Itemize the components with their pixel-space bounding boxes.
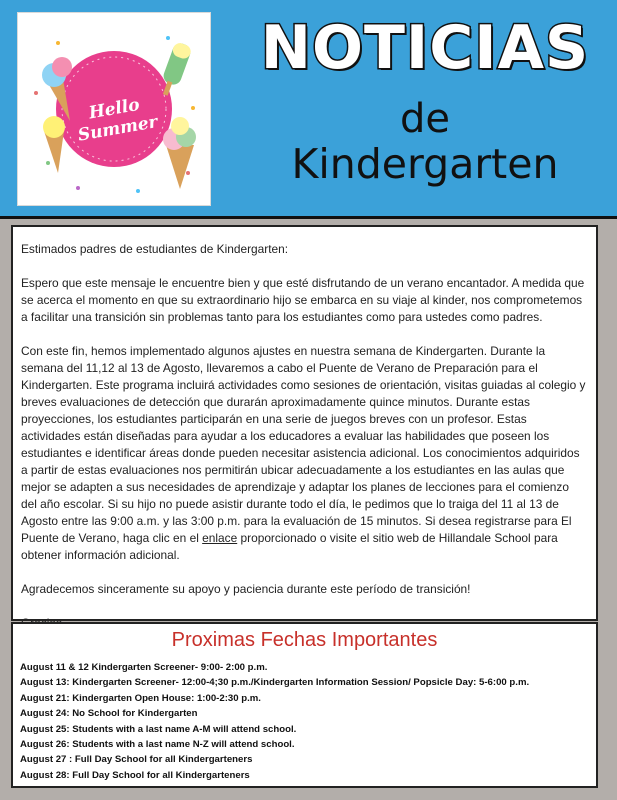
important-dates-title: Proximas Fechas Importantes (171, 629, 438, 651)
date-item: August 13: Kindergarten Screener- 12:00-4;30 p.m./Kindergarten Information Session/ Popsicle Day: 5-6:00 p.m. (20, 677, 530, 689)
important-dates-list (20, 660, 592, 783)
date-item: August 25: Students with a last name A-M will attend school. (20, 723, 297, 735)
date-item: August 26: Students with a last name N-Z will attend school. (20, 739, 295, 751)
date-item: August 24: No School for Kindergarten (20, 708, 198, 720)
letter-paragraph-details-end: proporcionado o visite el sitio web de Hillandale School para obtener información adicional. (21, 531, 558, 562)
parent-letter (11, 225, 598, 621)
letter-paragraph-details-text: Con este fin, hemos implementado algunos ajustes en nuestra semana de Kindergarten. Durante la semana del 11,12 al 13 de Agosto, llevaremos a cabo el Puente de Verano de Preparación para el Kindergarten. Este programa incluirá actividades como sesiones de orientación, visitas guiadas al colegio y breves evaluaciones de detección que durarán aproximadamente quince minutos. Durante estas proyecciones, los estudiantes participarán en una serie de juegos breves con un profesor. Estas actividades están diseñadas para ayudar a los educadores a evaluar las habilidades que poseen los estudiantes e identificar áreas donde pueden necesitar asistencia adicional. Los conocimientos adquiridos a partir de estas evaluaciones nos permitirán ubicar adecuadamente a los estudiantes en las aulas que mejor se adapten a sus necesidades de aprendizaje y adaptar los planes de lecciones para el comienzo del año escolar. Si su hijo no puede asistir durante todo el día, le pedimos que lo traiga del 11 al 13 de Agosto entre las 9:00 a.m. y las 3:00 p.m. para la evaluación de 15 minutos. Si desea registrarse para El Puente de Verano, haga clic en el (21, 344, 586, 545)
date-item: August 28: Full Day School for all Kindergarteners (20, 769, 250, 781)
hello-summer-illustration (17, 12, 211, 206)
newsletter-subtitle-kindergarten: Kindergarten (291, 140, 559, 188)
date-item: August 11 & 12 Kindergarten Screener- 9:00- 2:00 p.m. (20, 662, 268, 673)
letter-paragraph-intro: Espero que este mensaje le encuentre bien y que esté disfrutando de un verano encantador. A medida que se acerca el momento en que su extraordinario hijo se embarca en su viaje al kinder, nos comprometemos a facilitar una transición sin problemas tanto para los estudiantes como para ustedes como padres. (21, 276, 585, 324)
date-item: August 27 : Full Day School for all Kindergarteners (20, 754, 253, 766)
registration-link[interactable]: enlace (202, 531, 238, 545)
date-item: August 21: Kindergarten Open House: 1:00-2:30 p.m. (20, 692, 261, 704)
important-dates-box (11, 622, 598, 788)
letter-paragraph-thanks: Agradecemos sinceramente su apoyo y paciencia durante este período de transición! (21, 582, 471, 596)
letter-paragraph-details (21, 343, 588, 564)
newsletter-title: NOTICIAS (260, 13, 590, 83)
newsletter-subtitle-de: de (400, 96, 450, 142)
hello-summer-text: Hello Summer (76, 94, 160, 146)
newsletter-header (0, 0, 617, 219)
letter-greeting: Estimados padres de estudiantes de Kindergarten: (21, 242, 289, 256)
